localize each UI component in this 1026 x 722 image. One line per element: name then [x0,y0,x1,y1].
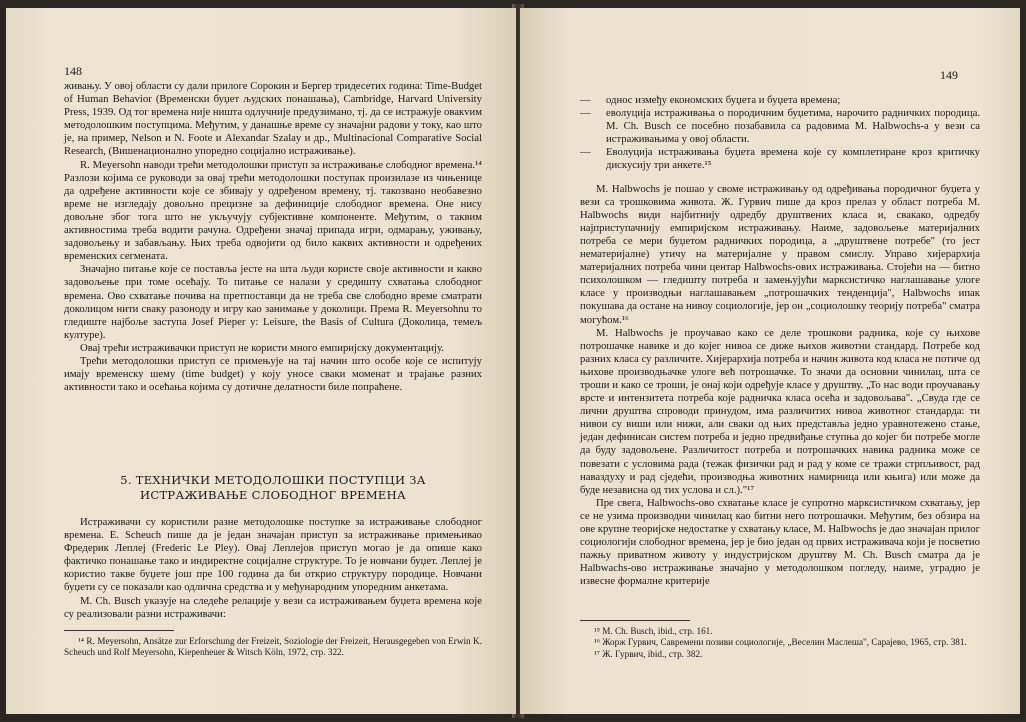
footnote-rule [64,630,174,631]
footnote: ¹⁷ Ж. Гурвич, ibid., стр. 382. [594,648,703,659]
dash-bullet: — [580,107,591,120]
footnotes-left [64,636,482,659]
right-body-text [580,94,980,588]
dash-bullet: — [580,94,591,106]
footnotes-right [580,626,980,660]
left-body-text [64,80,482,394]
paragraph: M. Halbwochs је проучавао како се деле трошкови радника, које су њихове потрошачке навике и до којег нивоа се диже њихов животни стандард. Потребе код разних класа су различите. Хијерархија потреба и начин живота код класа не потиче од њихове производњачке улоге већ потрошачке. То значи да основни чинилац, шта се троши и како се троши, је онај који одређује класе у друштву. „То нас води проучавању врсте и интензитета потреба које радничка класа осећа и задовољава". „Свуда где се лични друштва спроводи принудом, има различитих нивоа животног стандарда: ти нивои су виши или нижи, али сваки од њих представља једно уравнотежено стање, један дефинисан систем потреба и једно предвиђање ступња до којег би потребе могле да буду задовољене. Различитост потреба и потрошачких навика радника може се повезати с условима рада (тежак физички рад и рад у коме се тражи стрпљивост, рад наваздуху и рад сједећи, производња животних намирница или књига) или може да буде независна од тих услова и сл.)."¹⁷ [580,326,980,496]
left-page [6,8,516,714]
paragraph: M. Halbwochs је пошао у своме истраживању од одређивања породичног буџета у вези са трошковима живота. Ж. Гурвич пише да кроз прелаз у област потреба M. Halbwochs види најбитнију одредбу друштвених класа и, свакако, одредбу најприступачнију емпиријском истраживању. Наиме, задовољење материјалних потреба се мери буџетом радничких породица, а „друштвене потребе" (то јест нематеријалне) утичу на материјалне у правом смислу. Управо хијерархија материјалних потреба чини центар Halbwochs-ових истраживања. Стојећи на — битно психолошком — гледишту потреба и замењујући марксистичко наглашавање улоге класе у производњи наглашавањем „потрошачких тенденција", Halbwochs ипак покушава да остане на нивоу социологије, јер он „социолошку теорију потреба" сматра могућом.¹⁶ [580,182,980,326]
footnote: ¹⁴ R. Meyersohn, Ansätze zur Erforschung der Freizeit, Soziologie der Freizeit, Herausgegeben von Erwin K. Scheuch und Rolf Meyersohn, Kiepenheuer & Witsch Köln, 1972, стр. 322. [64,636,482,658]
section-heading-line-1: 5. ТЕХНИЧКИ МЕТОДОЛОШКИ ПОСТУПЦИ ЗА [120,473,426,487]
paragraph: живању. У овој области су дали прилоге Сорокин и Бергер тридесетих година: Time-Budget of Human Behavior (Временски буџет људских понашања), Cambridge, Harvard University Press, 1939. Од тог времена није ништа одлучније предузимано, тј. да се истражује овакvим методолошким поступцима. Међутим, у данашње време су значајни радови у току, као што је, на пример, Nelson и N. Foote и Alexandar Szalay и др., Multinacional Comparative Social Research, (Вишенационално упоредно социјално истраживање). [64,80,482,158]
page-number-left: 148 [64,64,82,78]
page-number-right: 149 [940,68,958,82]
dash-bullet: — [580,146,591,159]
paragraph: Овај трећи истраживачки приступ не користи много емпиријску документацију. [80,341,444,354]
list-item [580,146,980,172]
paragraph: Трећи методолошки приступ се примењује на тај начин што особе које се испитују имају временску шему (time budget) у коју уносе сваки моменат и трајање разних активности тако и осећања којима су дотичне делатности биле попраћене. [64,354,482,394]
list-item-text: однос између економских буџета и буџета времена; [606,94,841,106]
footnote: ¹⁶ Жорж Гурвич, Савремени позиви социологије, „Веселин Маслеша", Сарајево, 1965, стр. 381. [594,637,967,648]
paragraph: M. Ch. Busch указује на следеће релације у вези са истраживањем буџета времена које су реализовали разни истраживачи: [64,594,482,620]
list-item-text: еволуција истраживања о породичним буџетима, нарочито радничких породица. M. Ch. Busch се посебно позабавила са радовима M. Halbwochs-а у вези са истраживањима у овој области. [606,107,980,146]
paragraph: Значајно питање које се поставља јесте на шта људи користе своје активности и какво задовољење при томе осећају. То питање се налази у средишту схватања слободног времена. Ово схватање почива на претпоставци да не треба све слободно време сматрати доколицом нити сваку разоноду и игру као занимање у доколици. Према R. Meyersohnu то гледиште најбоље заступа Josef Pieper у: Leisure, the Basis of Cultura (Доколица, темељ културе). [64,263,482,341]
footnote-rule [580,620,690,621]
list-item-text: Еволуција истраживања буџета времена које су комплетиране кроз критичку дискусију три анкете.¹⁵ [606,146,980,172]
section-heading [64,473,482,503]
paragraph: Пре свега, Halbwochs-ово схватање класе је супротно марксистичком схватању, јер се не узима производни чинилац као битни него потрошачки. Међутим, без обзира на ове крупне теоријске недостатке у схватању класе, M. Halbwochs је дао значајан прилог социологији слободног времена, јер је био један од првих истраживача који је посветио пажњу приватном животу у индустријском друштву M. Ch. Busch сматра да је Halbwachs-ово истраживање значајно у методолошком погледу, наиме, уградио је извесне формалне критерије [580,496,980,588]
list-item [580,94,980,107]
paragraph: R. Meyersohn наводи трећи методолошки приступ за истраживање слободног времена.¹⁴ Разлози којима се руководи за овај трећи методолошки поступак произилазе из чињенице да одређене активности које се збивају у одређеном времену, тј. такозвано необавезно време не изгледају довољно прецизне за дефиниције слободног времена. Оне нису довољне због тога што не укључују субјективне компоненте. Међутим, о таквим активностима треба водити рачуна. Одређени значај припада игри, одмарању, уживању, задовољењу и забављању. Њих треба одвојити од било каквих активности и одређених временских сегмената. [64,158,482,263]
footnote: ¹⁵ M. Ch. Busch, ibid., стр. 161. [594,626,713,636]
list-item [580,107,980,146]
section-body-text [64,516,482,621]
paragraph: Истраживачи су користили разне методолошке поступке за истраживање слободног времена. E. Scheuch пише да је један значајан приступ за истраживање примењивао Фредерик Леплеј (Frederic Le Pley). Овај Леплејов приступ могао је да опише како фактичко понашање тако и индиректне социјалне структуре. То је новчани буџет. Леплеј је користио такве буџете још пре 100 година да би открио структуру породице. Новчани буџети су се показали као одлична средства и у међународним упоредним анкетама. [64,516,482,594]
right-page [520,8,1020,714]
section-heading-line-2: ИСТРАЖИВАЊЕ СЛОБОДНОГ ВРЕМЕНА [140,488,406,502]
